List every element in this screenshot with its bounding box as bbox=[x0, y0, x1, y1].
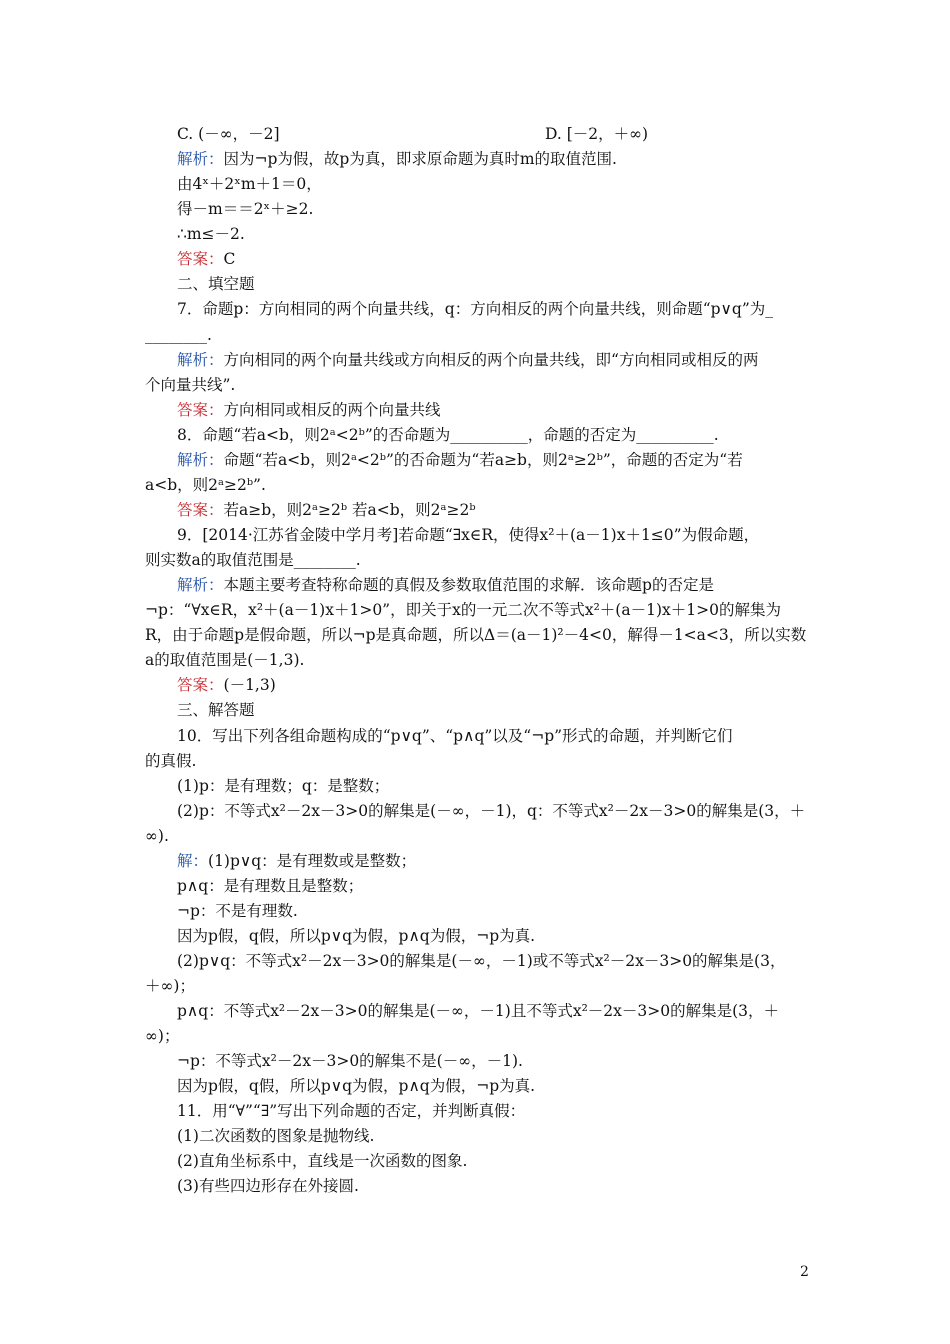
text-line: (1)p：是有理数；q：是整数； bbox=[177, 777, 390, 795]
analysis-line bbox=[177, 148, 617, 170]
solution-line bbox=[177, 850, 416, 872]
page-number: 2 bbox=[800, 1264, 809, 1280]
solution-text: (1)p∨q：是有理数或是整数； bbox=[208, 852, 417, 870]
answer-line bbox=[177, 248, 235, 270]
analysis-line bbox=[177, 574, 714, 596]
text-line: p∧q：不等式x²－2x－3>0的解集是(－∞，－1)且不等式x²－2x－3>0的解集是(3，＋ bbox=[177, 1002, 780, 1020]
answer-label: 答案： bbox=[177, 250, 224, 268]
analysis-label: 解析： bbox=[177, 451, 224, 469]
question-11: 11．用“∀”“∃”写出下列命题的否定，并判断真假： bbox=[177, 1102, 526, 1120]
option-c: C. (－∞，－2] bbox=[177, 125, 280, 143]
option-d: D. [－2，＋∞) bbox=[545, 125, 649, 143]
text-line: ＋∞)； bbox=[145, 977, 195, 995]
text-line: p∧q：是有理数且是整数； bbox=[177, 877, 364, 895]
question-7: 7．命题p：方向相同的两个向量共线，q：方向相反的两个向量共线，则命题“p∨q”为_ bbox=[177, 300, 773, 318]
text-line: (2)直角坐标系中，直线是一次函数的图象. bbox=[177, 1152, 468, 1170]
section-heading: 三、解答题 bbox=[177, 701, 255, 719]
answer-line bbox=[177, 674, 276, 696]
analysis-line bbox=[177, 449, 743, 471]
question-9-cont: 则实数a的取值范围是________. bbox=[145, 551, 361, 569]
text-line: 因为p假，q假，所以p∨q为假，p∧q为假，¬p为真. bbox=[177, 927, 536, 945]
text-line: a<b，则2ᵃ≥2ᵇ”. bbox=[145, 476, 266, 494]
text-line: ∴m≤－2. bbox=[177, 225, 245, 243]
analysis-line bbox=[177, 349, 758, 371]
analysis-text: 命题“若a<b，则2ᵃ<2ᵇ”的否命题为“若a≥b，则2ᵃ≥2ᵇ”，命题的否定为“若 bbox=[223, 451, 743, 469]
answer-text: C bbox=[223, 250, 236, 268]
answer-line bbox=[177, 399, 441, 421]
question-9: 9．[2014·江苏省金陵中学月考]若命题“∃x∈R，使得x²＋(a－1)x＋1≤0”为假命题， bbox=[177, 526, 760, 544]
question-7-cont: ________. bbox=[145, 326, 212, 344]
text-line: ∞)； bbox=[145, 1027, 180, 1045]
text-line: ¬p：不是有理数. bbox=[177, 902, 298, 920]
text-line: (1)二次函数的图象是抛物线. bbox=[177, 1127, 375, 1145]
solution-label: 解： bbox=[177, 852, 209, 870]
section-heading: 二、填空题 bbox=[177, 275, 255, 293]
text-line: ∞). bbox=[145, 827, 169, 845]
analysis-text: 本题主要考查特称命题的真假及参数取值范围的求解．该命题p的否定是 bbox=[223, 576, 714, 594]
text-line: (2)p∨q：不等式x²－2x－3>0的解集是(－∞，－1)或不等式x²－2x－3>0的解集是(3， bbox=[177, 952, 786, 970]
text-line: a的取值范围是(－1,3). bbox=[145, 651, 305, 669]
analysis-text: 因为¬p为假，故p为真，即求原命题为真时m的取值范围. bbox=[223, 150, 617, 168]
answer-label: 答案： bbox=[177, 676, 224, 694]
answer-text: 若a≥b，则2ᵃ≥2ᵇ 若a<b，则2ᵃ≥2ᵇ bbox=[223, 501, 476, 519]
analysis-text: 方向相同的两个向量共线或方向相反的两个向量共线，即“方向相同或相反的两 bbox=[223, 351, 759, 369]
analysis-label: 解析： bbox=[177, 150, 224, 168]
text-line: ¬p：“∀x∈R，x²＋(a－1)x＋1>0”，即关于x的一元二次不等式x²＋(a－1)x＋1>0的解集为 bbox=[145, 601, 781, 619]
answer-label: 答案： bbox=[177, 501, 224, 519]
answer-text: 方向相同或相反的两个向量共线 bbox=[223, 401, 441, 419]
answer-line bbox=[177, 499, 476, 521]
answer-label: 答案： bbox=[177, 401, 224, 419]
text-line: 因为p假，q假，所以p∨q为假，p∧q为假，¬p为真. bbox=[177, 1077, 536, 1095]
text-line: ¬p：不等式x²－2x－3>0的解集不是(－∞，－1). bbox=[177, 1052, 523, 1070]
question-10-cont: 的真假. bbox=[145, 752, 197, 770]
analysis-label: 解析： bbox=[177, 351, 224, 369]
answer-text: (－1,3) bbox=[223, 676, 276, 694]
text-line: 个向量共线”. bbox=[145, 376, 236, 394]
text-line: 由4ˣ＋2ˣm＋1＝0， bbox=[177, 175, 322, 193]
question-10: 10．写出下列各组命题构成的“p∨q”、“p∧q”以及“¬p”形式的命题，并判断它们 bbox=[177, 727, 733, 745]
analysis-label: 解析： bbox=[177, 576, 224, 594]
text-line: (2)p：不等式x²－2x－3>0的解集是(－∞，－1)，q：不等式x²－2x－3>0的解集是(3，＋ bbox=[177, 802, 806, 820]
text-line: (3)有些四边形存在外接圆. bbox=[177, 1177, 359, 1195]
text-line: 得－m＝＝2ˣ＋≥2. bbox=[177, 200, 314, 218]
question-8: 8．命题“若a<b，则2ᵃ<2ᵇ”的否命题为__________，命题的否定为__________. bbox=[177, 426, 719, 444]
text-line: R，由于命题p是假命题，所以¬p是真命题，所以Δ＝(a－1)²－4<0，解得－1<a<3，所以实数 bbox=[145, 626, 807, 644]
